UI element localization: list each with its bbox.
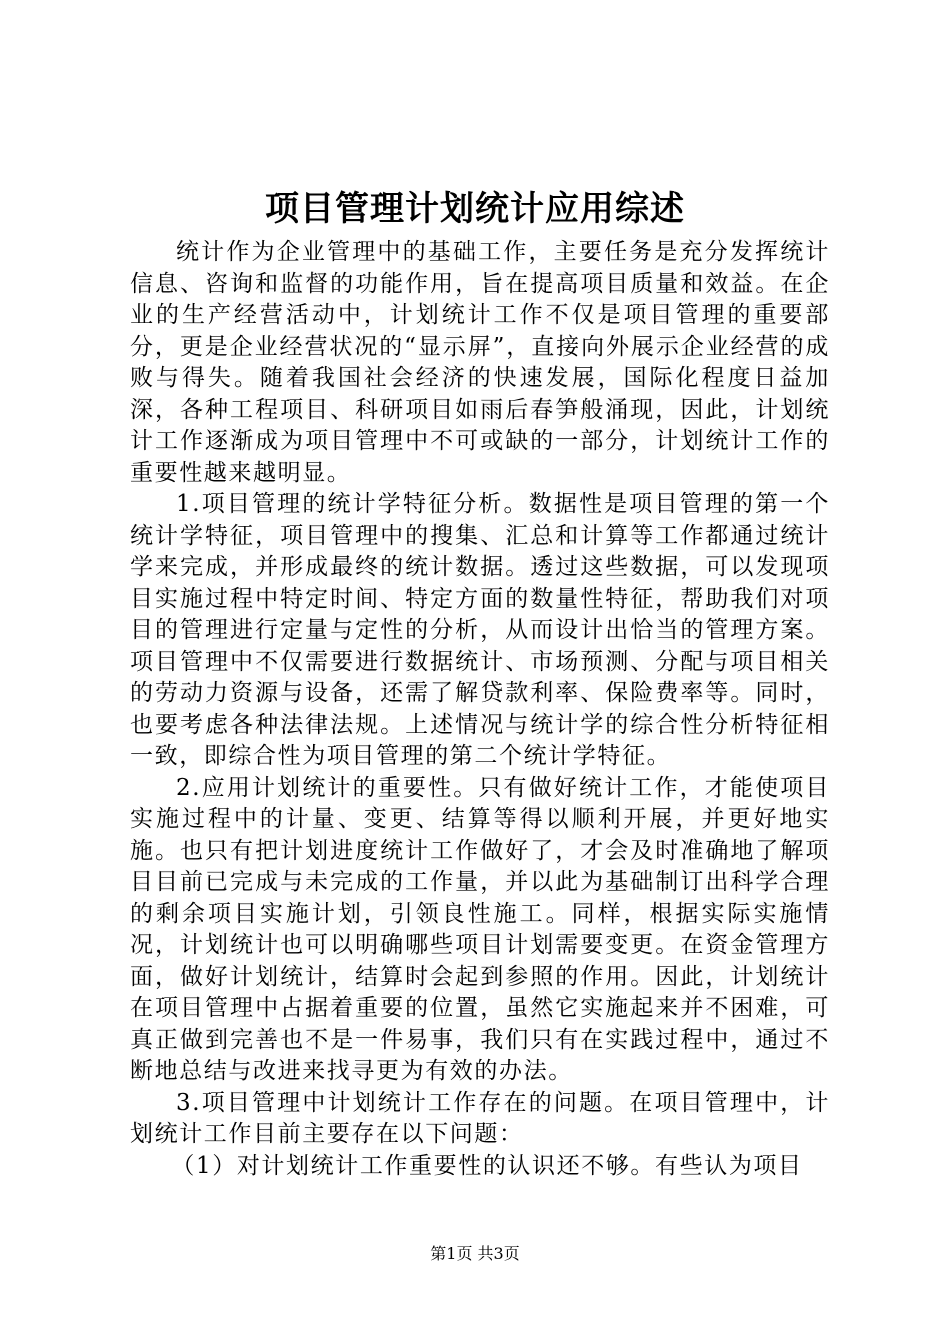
paragraph-intro: 统计作为企业管理中的基础工作，主要任务是充分发挥统计信息、咨询和监督的功能作用，旨在提高项目质量和效益。在企业的生产经营活动中，计划统计工作不仅是项目管理的重要部分，更是企业经营状况的“显示屏”，直接向外展示企业经营的成败与得失。随着我国社会经济的快速发展，国际化程度日益加深，各种工程项目、科研项目如雨后春笋般涌现，因此，计划统计工作逐渐成为项目管理中不可或缺的一部分，计划统计工作的重要性越来越明显。: [130, 239, 830, 486]
paragraph-item-1: （1）对计划统计工作重要性的认识还不够。有些认为项目: [171, 1152, 803, 1179]
document-title: 项目管理计划统计应用综述: [265, 189, 685, 229]
page-footer: 第1页 共3页: [430, 1244, 520, 1263]
document-body: [130, 237, 830, 1182]
paragraph-section-3: 3.项目管理中计划统计工作存在的问题。在项目管理中，计划统计工作目前主要存在以下问题：: [130, 1089, 830, 1147]
paragraph-section-1: 1.项目管理的统计学特征分析。数据性是项目管理的第一个统计学特征，项目管理中的搜集、汇总和计算等工作都通过统计学来完成，并形成最终的统计数据。透过这些数据，可以发现项目实施过程中特定时间、特定方面的数量性特征，帮助我们对项目的管理进行定量与定性的分析，从而设计出恰当的管理方案。项目管理中不仅需要进行数据统计、市场预测、分配与项目相关的劳动力资源与设备，还需了解贷款利率、保险费率等。同时，也要考虑各种法律法规。上述情况与统计学的综合性分析特征相一致，即综合性为项目管理的第二个统计学特征。: [130, 491, 830, 769]
paragraph-section-2: 2.应用计划统计的重要性。只有做好统计工作，才能使项目实施过程中的计量、变更、结算等得以顺利开展，并更好地实施。也只有把计划进度统计工作做好了，才会及时准确地了解项目目前已完成与未完成的工作量，并以此为基础制订出科学合理的剩余项目实施计划，引领良性施工。同样，根据实际实施情况，计划统计也可以明确哪些项目计划需要变更。在资金管理方面，做好计划统计，结算时会起到参照的作用。因此，计划统计在项目管理中占据着重要的位置，虽然它实施起来并不困难，可真正做到完善也不是一件易事，我们只有在实践过程中，通过不断地总结与改进来找寻更为有效的办法。: [130, 774, 830, 1084]
